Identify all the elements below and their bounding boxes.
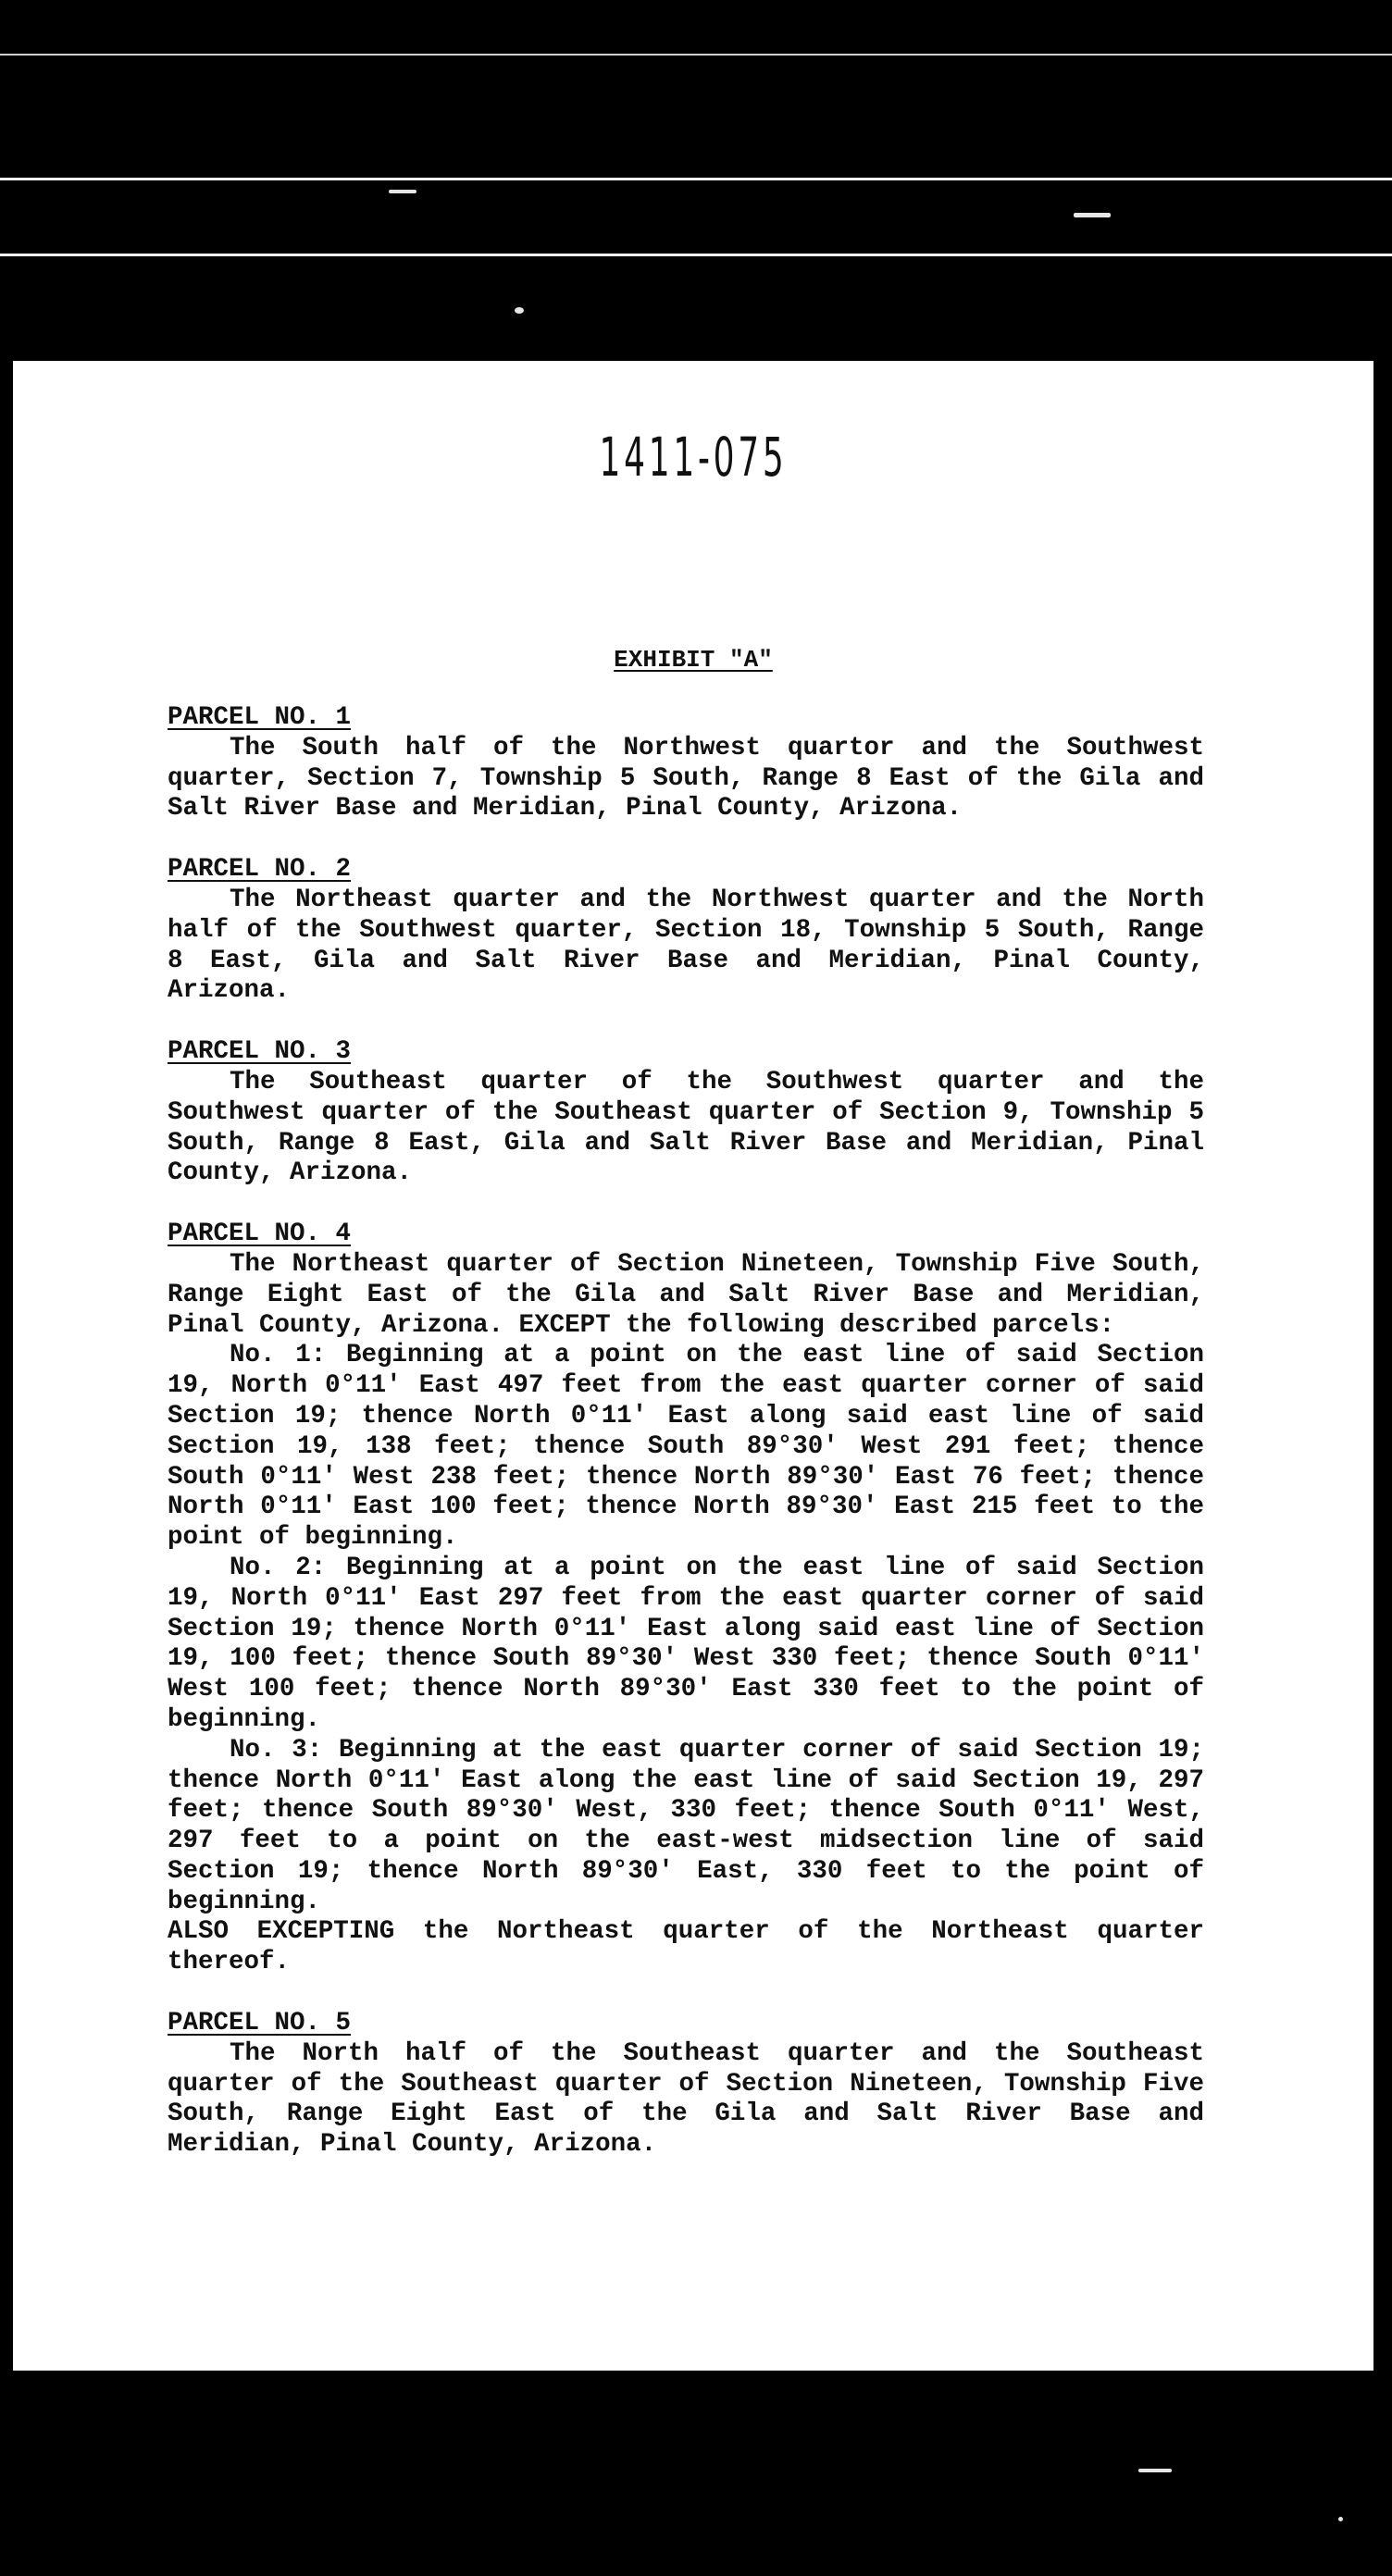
scan-artifact-line [0,254,1392,256]
exhibit-title-text: EXHIBIT "A" [614,646,773,674]
document-page [13,361,1373,2371]
exception-paragraph: No. 2: Beginning at a point on the east line of said Section 19, North 0°11' East 297 feet from the east quarter corner of said Section 19; thence North 0°11' East along said east line of Section 19, 100 feet; thence South 89°30' West 330 feet; thence South 0°11' West 100 feet; thence North 89°30' East 330 feet to the point of beginning. [168,1553,1204,1734]
also-excepting-paragraph: ALSO EXCEPTING the Northeast quarter of the Northeast quarter thereof. [168,1917,1204,1977]
parcel-heading: PARCEL NO. 1 [168,703,352,732]
parcel-4 [168,1220,1204,1978]
scan-speck [1138,2469,1172,2472]
parcel-1 [168,703,1204,824]
parcel-description: The South half of the Northwest quartor and the Southwest quarter, Section 7, Township 5 South, Range 8 East of the Gila and Salt River Base and Meridian, Pinal County, Arizona. [168,733,1204,824]
parcel-description: The Northeast quarter and the Northwest quarter and the North half of the Southwest quarter, Section 18, Township 5 South, Range 8 East, Gila and Salt River Base and Meridian, Pinal County, Arizona. [168,885,1204,1006]
parcel-3 [168,1037,1204,1189]
scan-speck [515,307,524,314]
exception-paragraph: No. 3: Beginning at the east quarter corner of said Section 19; thence North 0°11' East along the east line of said Section 19, 297 feet; thence South 89°30' West, 330 feet; thence South 0°11' West, 297 feet to a point on the east-west midsection line of said Section 19; thence North 89°30' East, 330 feet to the point of beginning. [168,1735,1204,1916]
scan-artifact-line [0,54,1392,56]
parcel-heading: PARCEL NO. 3 [168,1037,352,1067]
scan-speck [1338,2517,1343,2521]
scan-speck [389,190,416,193]
exhibit-title [13,646,1373,674]
scan-artifact-line [0,178,1392,180]
exception-paragraph: No. 1: Beginning at a point on the east line of said Section 19, North 0°11' East 497 feet from the east quarter corner of said Section 19; thence North 0°11' East along said east line of said Section 19, 138 feet; thence South 89°30' West 291 feet; thence South 0°11' West 238 feet; thence North 89°30' East 76 feet; thence North 0°11' East 100 feet; thence North 89°30' East 215 feet to the point of beginning. [168,1341,1204,1553]
parcel-heading: PARCEL NO. 4 [168,1220,352,1249]
parcel-description: The Northeast quarter of Section Nineteen, Township Five South, Range Eight East of the Gila and Salt River Base and Meridian, Pinal County, Arizona. EXCEPT the following described parcels: [168,1249,1204,1340]
document-body [168,703,1204,2191]
parcel-2 [168,855,1204,1007]
document-number: 1411-075 [599,426,788,489]
parcel-5 [168,2009,1204,2161]
scan-speck [1074,213,1111,217]
parcel-heading: PARCEL NO. 2 [168,855,352,885]
parcel-heading: PARCEL NO. 5 [168,2009,352,2038]
parcel-description: The Southeast quarter of the Southwest quarter and the Southwest quarter of the Southeast quarter of Section 9, Township 5 South, Range 8 East, Gila and Salt River Base and Meridian, Pinal County, Arizona. [168,1067,1204,1188]
parcel-description: The North half of the Southeast quarter and the Southeast quarter of the Southeast quarter of Section Nineteen, Township Five South, Range Eight East of the Gila and Salt River Base and Meridian, Pinal County, Arizona. [168,2038,1204,2160]
